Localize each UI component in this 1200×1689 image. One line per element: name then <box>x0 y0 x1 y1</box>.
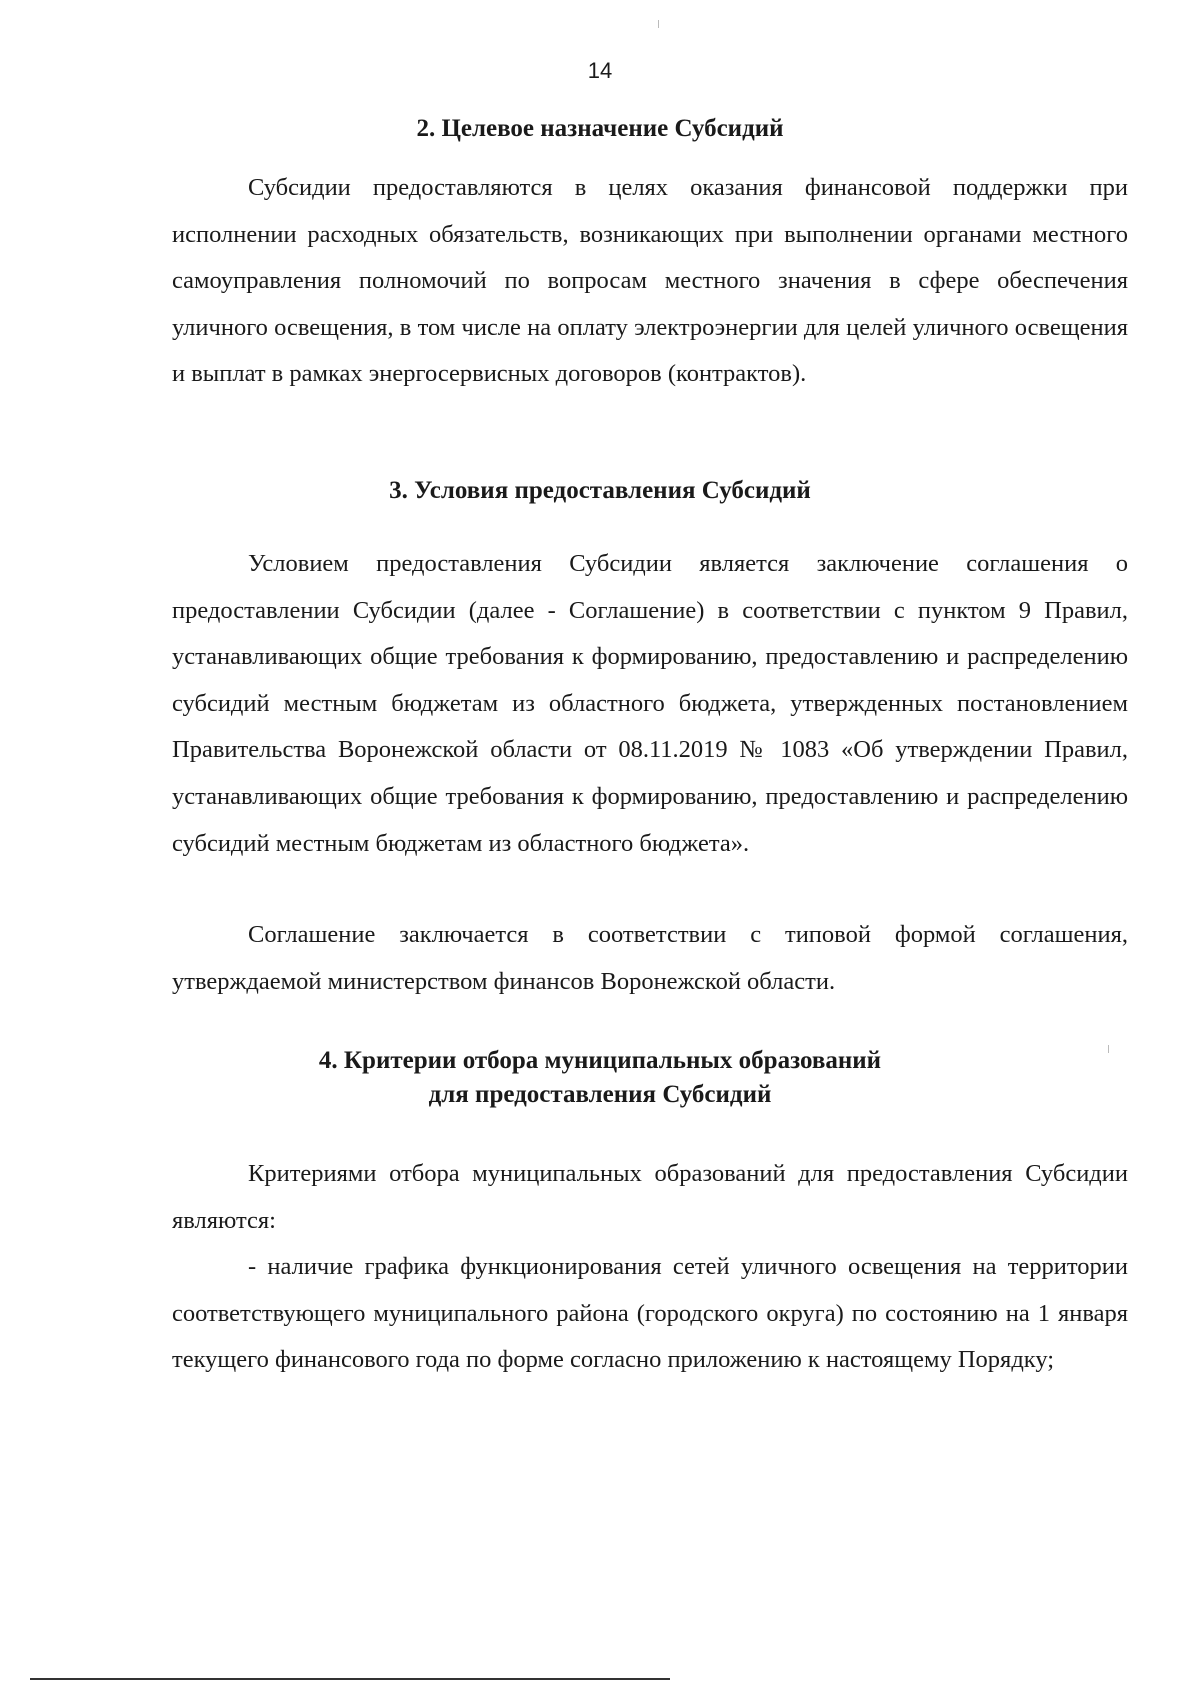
section-3-paragraph-2: Соглашение заключается в соответствии с типовой формой соглашения, утверждаемой министерством финансов Воронежской области. <box>172 921 1128 995</box>
section-4-paragraph-1: Критериями отбора муниципальных образований для предоставления Субсидии являются: <box>172 1160 1128 1234</box>
section-3-heading: 3. Условия предоставления Субсидий <box>389 477 811 504</box>
bottom-rule <box>30 1678 670 1680</box>
scan-artifact <box>1108 1045 1109 1053</box>
section-3-paragraph-1: Условием предоставления Субсидии является заключение соглашения о предоставлении Субсидии (далее - Соглашение) в соответствии с пунктом 9 Правил, устанавливающих общие требования к формированию, предоставлению и распределению субсидий местным бюджетам из областного бюджета, утвержденных постановлением Правительства Воронежской области от 08.11.2019 № 1083 «Об утверждении Правил, устанавливающих общие требования к формированию, предоставлению и распределению субсидий местным бюджетам из областного бюджета». <box>172 550 1128 857</box>
section-4-paragraph-2: - наличие графика функционирования сетей уличного освещения на территории соответствующего муниципального района (городского округа) по состоянию на 1 января текущего финансового года по форме согласно приложению к настоящему Порядку; <box>172 1253 1128 1374</box>
section-4-heading-line-2: для предоставления Субсидий <box>428 1081 772 1108</box>
page-number: 14 <box>587 58 613 83</box>
section-2-heading: 2. Целевое назначение Субсидий <box>416 115 784 142</box>
scan-artifact <box>658 20 659 28</box>
section-2-paragraph-1: Субсидии предоставляются в целях оказания финансовой поддержки при исполнении расходных обязательств, возникающих при выполнении органами местного самоуправления полномочий по вопросам местного значения в сфере обеспечения уличного освещения, в том числе на оплату электроэнергии для целей уличного освещения и выплат в рамках энергосервисных договоров (контрактов). <box>172 174 1128 388</box>
section-4-heading-line-1: 4. Критерии отбора муниципальных образований <box>318 1047 882 1074</box>
